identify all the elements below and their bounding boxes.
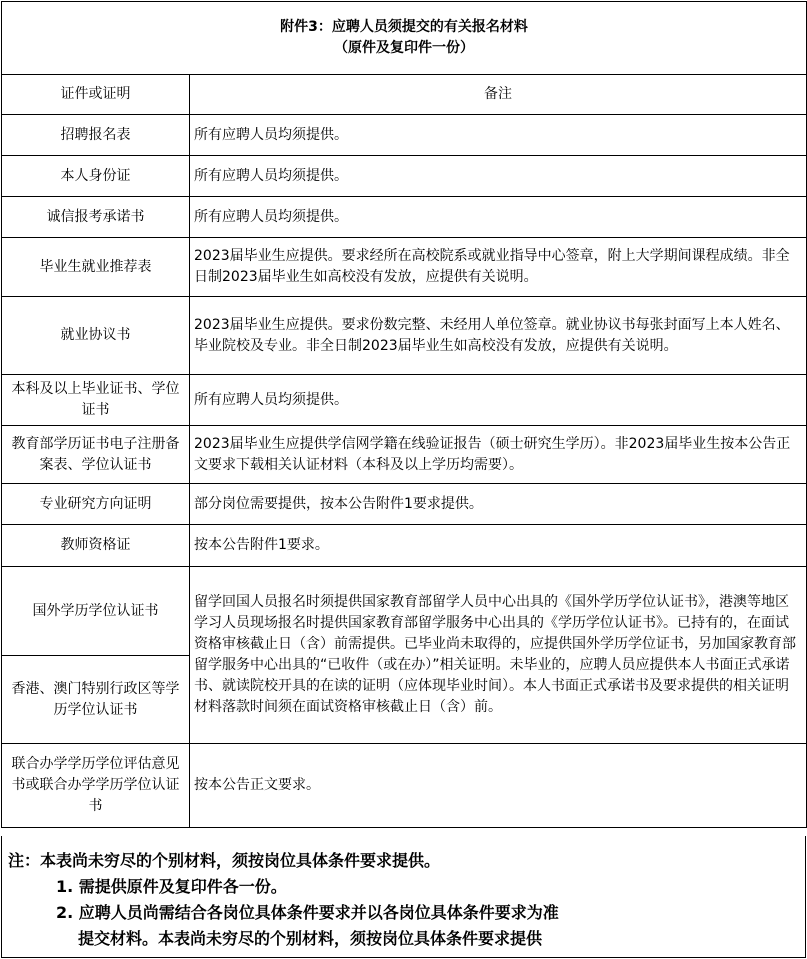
table-row xyxy=(2,297,807,375)
row-label: 专业研究方向证明 xyxy=(2,484,190,525)
row-label: 本人身份证 xyxy=(2,156,190,197)
title-line-2: （原件及复印件一份） xyxy=(334,40,474,56)
row-label: 本科及以上毕业证书、学位证书 xyxy=(2,375,190,426)
table-row xyxy=(2,744,807,828)
note-line: 注：本表尚未穷尽的个别材料，须按岗位具体条件要求提供。 xyxy=(8,851,441,870)
row-remark: 所有应聘人员均须提供。 xyxy=(190,375,807,426)
row-label: 就业协议书 xyxy=(2,297,190,375)
row-label: 香港、澳门特别行政区等学历学位认证书 xyxy=(2,656,190,744)
title-row xyxy=(2,2,807,75)
row-label: 国外学历学位认证书 xyxy=(2,567,190,656)
note-line: 2. 应聘人员尚需结合各岗位具体条件要求并以各岗位具体条件要求为准 xyxy=(56,903,559,922)
table-row xyxy=(2,375,807,426)
row-remark: 部分岗位需要提供，按本公告附件1要求提供。 xyxy=(190,484,807,525)
table-row xyxy=(2,238,807,297)
table-row xyxy=(2,484,807,525)
note-line: 提交材料。本表尚未穷尽的个别材料，须按岗位具体条件要求提供 xyxy=(78,929,543,948)
table-row xyxy=(2,115,807,156)
row-label: 招聘报名表 xyxy=(2,115,190,156)
row-remark: 2023届毕业生应提供。要求份数完整、未经用人单位签章。就业协议书每张封面写上本人姓名、毕业院校及专业。非全日制2023届毕业生如高校没有发放，应提供有关说明。 xyxy=(190,297,807,375)
row-label: 联合办学学历学位评估意见书或联合办学学历学位认证书 xyxy=(2,744,190,828)
header-row xyxy=(2,75,807,115)
notes-section xyxy=(1,836,806,958)
row-remark: 留学回国人员报名时须提供国家教育部留学人员中心出具的《国外学历学位认证书》，港澳等地区学习人员现场报名时提供国家教育部留学服务中心出具的《学历学位认证书》。已持有的，在面试资格审核截止日（含）前需提供。已毕业尚未取得的，应提供国外学历学位证书，另加国家教育部留学服务中心出具的“已收件（或在办）”相关证明。未毕业的，应聘人员应提供本人书面正式承诺书、就读院校开具的在读的证明（应体现毕业时间）。本人书面正式承诺书及要求提供的相关证明材料落款时间须在面试资格审核截止日（含）前。 xyxy=(190,567,807,744)
row-remark: 按本公告附件1要求。 xyxy=(190,525,807,567)
row-label: 教育部学历证书电子注册备案表、学位认证书 xyxy=(2,426,190,484)
row-remark: 所有应聘人员均须提供。 xyxy=(190,156,807,197)
row-label: 毕业生就业推荐表 xyxy=(2,238,190,297)
row-label: 诚信报考承诺书 xyxy=(2,197,190,238)
materials-table xyxy=(1,1,807,828)
row-remark: 2023届毕业生应提供。要求经所在高校院系或就业指导中心签章，附上大学期间课程成绩。非全日制2023届毕业生如高校没有发放，应提供有关说明。 xyxy=(190,238,807,297)
row-remark: 2023届毕业生应提供学信网学籍在线验证报告（硕士研究生学历）。非2023届毕业生按本公告正文要求下载相关认证材料（本科及以上学历均需要）。 xyxy=(190,426,807,484)
row-remark: 所有应聘人员均须提供。 xyxy=(190,197,807,238)
header-right: 备注 xyxy=(190,75,807,115)
table-row xyxy=(2,197,807,238)
table-row xyxy=(2,426,807,484)
note-line: 1. 需提供原件及复印件各一份。 xyxy=(56,877,287,896)
header-left: 证件或证明 xyxy=(2,75,190,115)
title-line-1: 附件3：应聘人员须提交的有关报名材料 xyxy=(280,19,528,35)
table-title xyxy=(2,2,807,75)
row-remark: 所有应聘人员均须提供。 xyxy=(190,115,807,156)
table-row xyxy=(2,567,807,656)
row-remark: 按本公告正文要求。 xyxy=(190,744,807,828)
table-row xyxy=(2,525,807,567)
row-label: 教师资格证 xyxy=(2,525,190,567)
table-row xyxy=(2,156,807,197)
